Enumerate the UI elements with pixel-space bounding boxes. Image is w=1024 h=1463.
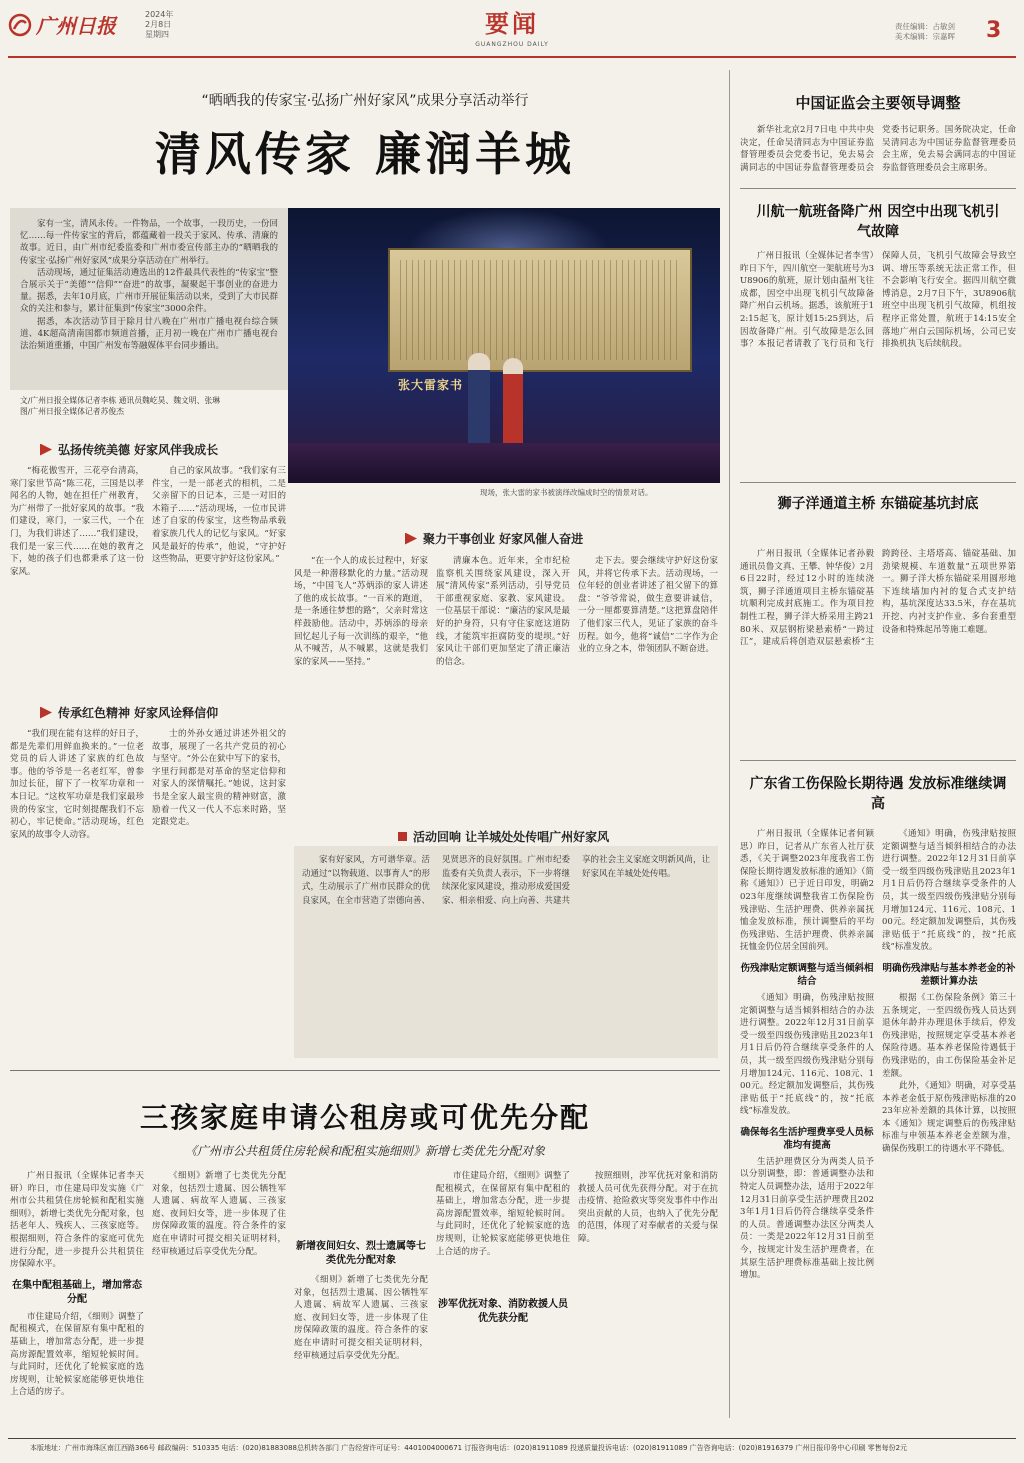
newspaper-logo-icon [8,13,32,37]
right-rule-2 [740,482,1016,483]
right-column-divider [729,70,730,1418]
pension-para-4: 生活护理费区分为两类人员予以分别调整，即：普通调整办法和特定人员调整办法，适用于2022年12月31日前享受生活护理费且2023年1月1日后仍符合继续享受条件的人员。普通调整办法区分两类人员：一类是2022年12月31日前至今，按规定计发生活护理费者，在其原生活护理费标准基础上按比例增加。 [740,1156,874,1281]
pension-subhead-2: 明确伤残津贴与基本养老金的补差额计算办法 [882,962,1016,987]
housing-para-2: 市住建局介绍，《细则》调整了配租模式，在保留原有集中配租的基础上，增加常态分配，进一步提高房源配置效率，缩短轮候时间。与此同时，还优化了轮候家庭的选房规则，让轮候家庭能够更快地住上合适的房子。 [10,1311,144,1398]
pension-para-2: 《通知》明确，伤残津贴按照定额调整与适当倾斜相结合的办法进行调整。2022年12月31日前享受一级至四级伤残津贴且2023年1月1日后仍符合继续享受条件的人员，其一级至四级伤残津贴分别每月增加124元、116元、108元、100元。经定额加发调整后，其伤残津贴低于“托底线”的，按“托底线”标准发放。 [740,992,874,1117]
csrc-para: 新华社北京2月7日电 中共中央决定，任命吴清同志为中国证券监督管理委员会党委书记，免去易会满同志的中国证券监督管理委员会党委书记职务。国务院决定，任命吴清同志为中国证券监督管理委员会主席，免去易会满同志的中国证券监督管理委员会主席职务。 [740,125,1016,173]
subhead-text: 弘扬传统美德 好家风伴我成长 [58,443,219,457]
section-english: GUANGZHOU DAILY [475,41,549,48]
subhead-entrepreneurship [405,530,583,547]
lead-kicker: “晒晒我的传家宝·弘扬广州好家风”成果分享活动举行 [201,93,529,109]
pension-para-3: 根据《工伤保险条例》第三十五条规定，一至四级伤残人员达到退休年龄并办理退休手续后，停发伤残津贴，按照规定享受基本养老保险待遇。基本养老保险待遇低于伤残津贴的，由工伤保险基金补足差额。 [882,992,1016,1079]
col1-red-para: “我们现在能有这样的好日子，都是先辈们用鲜血换来的。”一位老党员的后人讲述了家族的红色故事。他的爷爷是一名老红军，曾参加过长征，留下了一枚军功章和一本日记。“这枚军功章是我们家最珍贵的传家宝，它时刻提醒我们不忘初心，牢记使命。”活动现场，红色家风的故事令人动容。 [10,729,144,840]
col2-text-a [10,728,144,1058]
masthead [0,0,1024,58]
right-headline-csrc: 中国证监会主要领导调整 [795,94,961,112]
lead-bottom-rule [10,1070,720,1071]
triangle-marker-icon [40,707,52,719]
housing-subtitle: 《广州市公共租赁住房轮候和配租实施细则》新增七类优先分配对象 [184,1144,545,1158]
byline-writers: 文/广州日报全媒体记者李栋 通讯员魏屹昊、魏文明、张琳 [20,396,221,405]
housing-headline: 三孩家庭申请公租房或可优先分配 [139,1101,590,1134]
housing-subhead-2: 新增夜间妇女、烈士遗属等七类优先分配对象 [296,1241,426,1266]
right-rule-3 [740,760,1016,761]
section-title [450,4,574,48]
stage-sign: 张大雷家书 [398,378,464,392]
right-col-a [740,828,874,1416]
right-text-flight [740,250,1016,476]
echo-para: 家有好家风，方可谱华章。活动通过“以物载道、以事育人”的形式，生动展示了广州市民群众的优良家风，在全市营造了崇德向善、见贤思齐的良好氛围。广州市纪委监委有关负责人表示，下一步将继续深化家风建设，推动形成爱国爱家、相亲相爱、向上向善、共建共享的社会主义家庭文明新风尚，让好家风在羊城处处传唱。 [302,855,710,906]
issue-date [145,10,173,40]
col3-text-b [436,555,570,817]
triangle-marker-icon [40,444,52,456]
right-col-b [882,828,1016,1416]
editor-line: 责任编辑：占敏剑 [895,22,955,31]
housing-subhead-3: 涉军优抚对象、消防救援人员优先获分配 [438,1299,568,1325]
lead-byline [20,395,288,417]
housing-para-3b: 《细则》新增了七类优先分配对象，包括烈士遗属、因公牺牲军人遗属、病故军人遗属、三孩家庭、夜间妇女等，进一步体现了住房保障政策的温度。符合条件的家庭在申请时可提交相关证明材料，经审核通过后享受优先分配。 [294,1275,428,1361]
section-name: 要闻 [485,10,539,38]
right-rule-1 [740,188,1016,189]
flight-para: 广州日报讯（全媒体记者李雪）昨日下午，四川航空一架航班号为3U8906的航班，原计划由温州飞往成都，因空中出现飞机引气故障备降广州白云机场。据悉，该航班于12:15起飞，原计划15:25到达，后因故备降广州。引气故障是怎么回事？本报记者请教了飞行员和飞行保障人员，飞机引气故障会导致空调、增压等系统无法正常工作，但不会影响飞行安全。据四川航空微博消息，2月7日下午，3U8906航班空中出现飞机引气故障，机组按程序正常处置，航班于14:15安全落地广州白云国际机场，公司已安排换机执飞后续航段。 [740,251,1016,350]
byline-photographer: 图/广州日报全媒体记者苏俊杰 [20,407,124,416]
triangle-marker-icon [405,533,417,545]
pension-para-1: 广州日报讯（全媒体记者何颖思）昨日，记者从广东省人社厅获悉，《关于调整2023年度我省工伤保险长期待遇发放标准的通知》（简称《通知》）已于近日印发，明确2023年度继续调整我省工伤保险伤残津贴、生活护理费、供养亲属抚恤金发放标准，预计调整后的平均伤残津贴、生活护理费、供养亲属抚恤金仍位居全国前列。 [740,829,874,953]
right-text-bridge [740,548,1016,748]
right-headline-bridge: 狮子洋通道主桥 东锚碇基坑封底 [777,496,979,512]
lead-headline: 清风传家 廉润羊城 [154,127,575,181]
bridge-para: 广州日报讯（全媒体记者孙毅 通讯员鲁文真、王攀、钟华俊）2月6日22时，经过12小时的连续浇筑，狮子洋通道项目主桥东锚碇基坑顺利完成封底施工。作为项目控制性工程，狮子洋大桥采用主跨2180米、双层钢桁梁悬索桥“一跨过江”，建成后将创造双层悬索桥“主跨跨径、主塔塔高、锚碇基础、加劲梁规模、车道数量”五项世界第一。狮子洋大桥东锚碇采用圆形地下连续墙加内衬的复合式支护结构，基坑深度达33.5米，存在基坑开挖、内衬支护作业、多台套重型设备和特殊起吊等施工难题。 [740,549,1016,648]
right-headline-pension: 广东省工伤保险长期待遇 发放标准继续调高 [749,776,1007,812]
date-year: 2024年 [145,10,174,19]
art-editor-line: 美术编辑：宗嘉晖 [895,32,955,41]
col3-para: “在一个人的成长过程中，好家风是一种潜移默化的力量。”活动现场，“中国飞人”苏炳添的家人讲述了他的成长故事。“一百米的跑道，是一条通往梦想的路”，父亲时常这样鼓励他。活动中，苏炳添的母亲回忆起儿子每一次训练的艰辛，“他从不喊苦，从不喊累，这就是我们家的家风——坚持。” [294,556,428,667]
col2-para: 自己的家风故事。“我们家有三件宝，一是一部老式的相机，二是父亲留下的日记本，三是一对旧的木箱子……”活动现场，一位市民讲述了自家的传家宝，这些物品承载着家族几代人的记忆与家风。“好家风是最好的传承”，他说，“守护好这些物品，更要守护好这份家风。” [152,466,286,565]
housing-para-3: 《细则》新增了七类优先分配对象，包括烈士遗属、因公牺牲军人遗属、病故军人遗属、三孩家庭、夜间妇女等，进一步体现了住房保障政策的温度。符合条件的家庭在申请时可提交相关证明材料，经审核通过后享受优先分配。 [152,1171,286,1257]
col1-text-b [152,465,286,690]
col2-red-para: 士的外孙女通过讲述外祖父的故事，展现了一名共产党员的初心与坚守。“外公在狱中写下的家书，字里行间都是对革命的坚定信仰和对家人的深情嘱托。”她说，这封家书是全家人最宝贵的精神财富，激励着一代又一代人不忘来时路，坚定跟党走。 [152,729,286,828]
housing-col-1 [10,1170,144,1410]
subhead-echo [398,828,609,845]
housing-col-5 [578,1170,718,1410]
col3-text-c [578,555,718,817]
housing-col-2 [152,1170,286,1410]
housing-col-3 [294,1170,428,1410]
col1-text-a [10,465,144,690]
col5-para: 走下去。要会继续守护好这份家风，并将它传承下去。活动现场，一位年轻的创业者讲述了祖父留下的算盘：“爷爷常说，做生意要讲诚信，一分一厘都要算清楚。”这把算盘陪伴了他们家三代人，见证了家族的奋斗历程。如今，他将“诚信”二字作为企业的立身之本，带领团队不断奋进。 [578,556,718,655]
col3-text-a [294,555,428,817]
housing-para-4: 按照细则，涉军优抚对象和消防救援人员可优先获得分配。对于在抗击疫情、抢险救灾等突发事件中作出突出贡献的人员，也纳入了优先分配的范围，体现了对奉献者的关爱与保障。 [578,1171,718,1244]
subhead-tradition [40,441,218,458]
stage-screen [388,248,692,372]
intro-para-1: 家有一宝，清风永传。一件物品，一个故事，一段历史，一份回忆……每一件传家宝的背后，都蕴藏着一段关于家风、传承、清廉的故事。近日，由广州市纪委监委和广州市委宣传部主办的“晒晒我的传家宝·弘扬广州好家风”成果分享活动在广州举行。 [20,219,278,266]
square-marker-icon [398,832,407,841]
date-weekday: 星期四 [145,30,169,39]
performer-male [468,353,490,448]
echo-box [294,846,718,1058]
housing-subhead-1: 在集中配租基础上，增加常态分配 [12,1279,142,1305]
photo-caption: 现场，张大雷的家书被演绎改编成时空的情景对话。 [480,488,653,497]
logo [8,10,116,39]
lead-photo [288,208,720,483]
intro-para-2: 活动现场，通过征集活动遴选出的12件最具代表性的“传家宝”整合展示关于“美德”“信仰”“奋进”的故事，凝聚起干事创业的奋进力量。据悉，去年10月底，广州市开展征集活动以来，受到了大市民群众的关注和参与，累计征集到“传家宝”3000余件。 [20,267,278,315]
page-number: 3 [986,18,1002,43]
lead-intro-box [10,208,288,390]
footer-rule [8,1438,1016,1439]
subhead-text: 传承红色精神 好家风诠释信仰 [58,706,219,720]
editor-credits [895,22,955,42]
right-text-csrc [740,124,1016,182]
subhead-red-spirit [40,704,218,721]
performer-female [503,358,523,448]
masthead-rule [8,56,1016,58]
col4-para: 清廉本色。近年来，全市纪检监察机关围绕家风建设，深入开展“清风传家”系列活动，引导党员干部重视家庭、家教、家风建设。一位基层干部说：“廉洁的家风是最好的护身符，只有守住家庭这道防线，才能筑牢拒腐防变的堤坝。”好家风让干部们更加坚定了清正廉洁的信念。 [436,556,570,667]
col1-para: “梅花傲雪开，三花亭台清高，寒门家世节高”陈三花，三国是以孝闻名的人物，她在担任广州教育，为广州带了一批好家风的故事。“我们建设，寒门，一家三代，一个在门，为我们讲述了……”我们建设，我们是一家三代……在她的教育之下，她的孩子们也都秉承了这一份家风。 [10,466,144,577]
pension-subhead-3: 确保每名生活护理费享受人员标准均有提高 [740,1126,874,1151]
housing-para-1: 广州日报讯（全媒体记者李天研）昨日，市住建局印发实施《广州市公共租赁住房轮候和配租实施细则》，新增七类优先分配对象，包括老年人、残疾人、三孩家庭等。根据细则，符合条件的家庭可优先进行分配，进一步提升公共租赁住房保障水平。 [10,1171,144,1270]
pension-subhead-1: 伤残津贴定额调整与适当倾斜相结合 [740,962,874,987]
pension-para-5: 此外，《通知》明确，对享受基本养老金低于原伤残津贴标准的2023年应补差额的具体计算，以按照本《通知》规定调整后的伤残津贴标准与申领基本养老金差额为准，确保伤残职工的待遇水平不降低。 [882,1081,1016,1155]
intro-para-3: 据悉，本次活动节目于除月廿八晚在广州市广播电视台综合频道、4K超高清南国都市频道首播，正月初一晚在广州市广播电视台法治频道重播，中国广州发布等融媒体平台同步播出。 [20,316,278,352]
housing-para-2b: 市住建局介绍，《细则》调整了配租模式，在保留原有集中配租的基础上，增加常态分配，进一步提高房源配置效率，缩短轮候时间。与此同时，还优化了轮候家庭的选房规则，让轮候家庭能够更快地住上合适的房子。 [436,1171,570,1257]
subhead-text: 活动回响 让羊城处处传唱广州好家风 [413,830,610,844]
date-day: 2月8日 [145,20,172,29]
housing-col-4 [436,1170,570,1410]
logo-text: 广州日报 [36,14,116,38]
pension-para-2b: 《通知》明确，伤残津贴按照定额调整与适当倾斜相结合的办法进行调整。2022年12月31日前享受一级至四级伤残津贴且2023年1月1日后仍符合继续享受条件的人员，其一级至四级伤残津贴分别每月增加124元、116元、108元、100元。经定额加发调整后，其伤残津贴低于“托底线”的，按“托底线”标准发放。 [882,829,1016,953]
right-headline-flight: 川航一航班备降广州 因空中出现飞机引气故障 [756,204,1000,240]
footer-info: 本版地址：广州市海珠区南江西路366号 邮政编码：510335 电话：(020)81883088总机转各部门 广告经营许可证号：4401004000671 订报咨询电话：(020)81911089 投递质量投诉电话：(020)81911089 广告咨询电话：(020)81916379 广州日报印务中心印刷 零售每份2元 [30,1444,908,1452]
stage-floor [288,443,720,483]
col2-text-b [152,728,286,1058]
subhead-text: 聚力干事创业 好家风催人奋进 [423,532,584,546]
